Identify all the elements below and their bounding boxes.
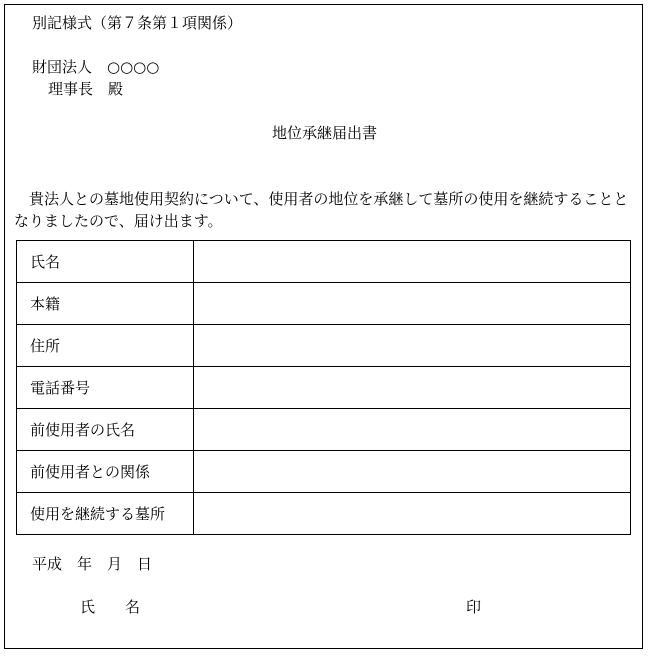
addressee-person: 理事長 殿 (48, 80, 124, 98)
table-row (17, 367, 631, 409)
row-value-address[interactable] (194, 325, 631, 367)
table-row (17, 409, 631, 451)
date-line: 平成 年 月 日 (32, 555, 153, 573)
row-label-phone: 電話番号 (17, 367, 194, 409)
row-label-name: 氏名 (17, 241, 194, 283)
application-form-table (16, 240, 631, 535)
row-label-domicile: 本籍 (17, 283, 194, 325)
table-row (17, 493, 631, 535)
row-value-domicile[interactable] (194, 283, 631, 325)
table-row (17, 283, 631, 325)
seal-mark: 印 (466, 598, 482, 616)
row-label-relationship: 前使用者との関係 (17, 451, 194, 493)
row-label-address: 住所 (17, 325, 194, 367)
document-title: 地位承継届出書 (271, 124, 377, 142)
row-value-previous-user-name[interactable] (194, 409, 631, 451)
row-label-previous-user-name: 前使用者の氏名 (17, 409, 194, 451)
form-title: 別記様式（第７条第１項関係） (32, 14, 243, 32)
table-row (17, 241, 631, 283)
row-value-grave-plot[interactable] (194, 493, 631, 535)
row-value-phone[interactable] (194, 367, 631, 409)
table-row (17, 325, 631, 367)
document-body: 貴法人との墓地使用契約について、使用者の地位を承継して墓所の使用を継続することとなりましたので、届け出ます。 (14, 190, 629, 230)
row-value-name[interactable] (194, 241, 631, 283)
row-value-relationship[interactable] (194, 451, 631, 493)
addressee-organization: 財団法人 ○○○○ (32, 58, 160, 76)
table-row (17, 451, 631, 493)
row-label-grave-plot: 使用を継続する墓所 (17, 493, 194, 535)
name-label: 氏 名 (80, 598, 141, 616)
